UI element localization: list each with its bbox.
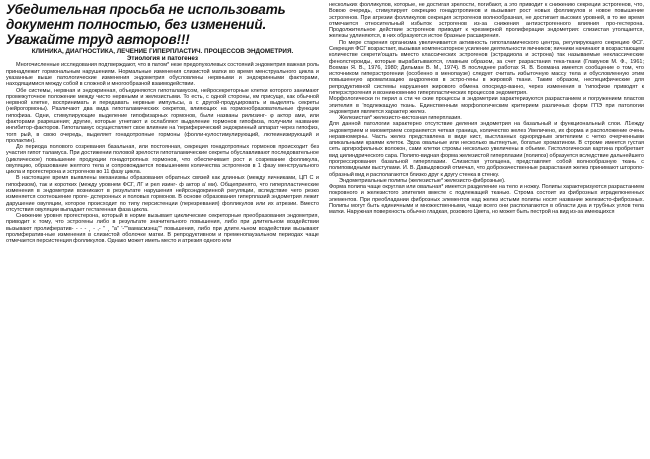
- paragraph: Обе системы, нервная и эндокринная, объединяются гипоталамусом, нейросекреторные клетки которого занимают промежуточное положение между чисто нервными и железистыми. То есть, с одной стороны, км присуще, как обычной нервной клетке, воспринимать и передавать нервные импульсы, а с другой-продуцировать и выделять секреты (нейрогормоны). Различают два вида гипоталамических секретов, влияющих на гормонобразовательные функции гипофиза. Одни, стимулирующие выделение гипофизарных гормонов, были названы рилизинг- φ актор ами, или факторами разрешения; другие, которые угнетают и ослабляют выделение гормонов гипофиза, получили название ингибитор-факторов. Гипоталамус осуществляет свое влияние на 'периферический эндокринный аппарат через гипофиз, тогп рый, в свою очередь, выделяет гонадотропные гормоны (фолли-кулостимулирующий, лютеинизирующий и пролактин).: [6, 87, 319, 144]
- paragraph: Форма полипа чаще округлая или овальная* имеется разделение на тело и ножку. Полипы характеризуются разрастанием покровного и железистого эпителия вместе с подлежащей тканью. Строма состоит из фиброзных играделюненных элементов. При преобладании фиброзных элементов над желез истыми полипы носят название железисто-фиброзных. Полипы могут быть единичными и множественными, чаще всего они располагаются в области дна и трубных углов тела матки. Наружная поверхность обычно гладкая, розового Цвета, но может быть пестрой на вид из-за имеющихся: [329, 184, 644, 216]
- paragraph: Снижение уровня прогестерона, который в норме вызывает циклические секреторные преобразования эндометрия, приводит к тому, что эстрогены либо в результате значительного повышения, либо при длительном воздействии вызывают пролифератив- - - - ¸ - ,- " ¸ "a" '-""вамасмэнщ"" повышения, либо при длите.чьном воздействии вызывают пролифератив-ные изменения в слизистой оболочке матки. В репродуктивном и пременопаузальном периодах чаще отмечается персистенция фолликулов. Однако может иметь место и атрезия одного или: [6, 213, 319, 245]
- paragraph: Морфологически гн перил а сти че ские процессы в эндометрии характеризуются разрастанием и погружением пластов эпителия в 'подлежащую ткань. Единственным морфологическим критерием различных форм ГПЭ при патологии эндометрия является характер желез.: [329, 96, 644, 115]
- right-column: [329, 2, 644, 457]
- paragraph: До периода полового созревания базальная, или постоянная, секреция гонадотропных гормонов происходит без участия гипот таламуса. При достижении половой зрелости гипоталамические секреты обуславливают последовательное (циклическое) повышение продукции гонадотропных гормонов, что обеспечивает рост и созревание фолликула, овуляцию, образование желтого тела и сопровождается повышением количества эстрогенов в 1 фазу менструального цикла и прогестерона и эстрогенов во 11 фазу цикла.: [6, 144, 319, 176]
- left-column: [6, 2, 319, 457]
- paragraph: В настоящее время выявлены механизмы образования обратных связей как длинных (между яичниками, ЦП С и гипофизом), так и коротких (между уровнем ФСГ, ЛГ и рел изинг- ф актор а' ми). Общепринято, что гиперпластические изменения в эндометрии возникают в результате нарушения нейроэндокринной регуляции, вследствие чего резко изменяется соотношение проге- дстеронных и половых гормонов. В основе образования гиперплазий эндометрия лежит дарушение овуляции, которое происходит по типу персистенции (перезревания) фолликулов или их атрезии. Вместо отсутствия овуляции выпадает гестагенная фаза цикла.: [6, 175, 319, 213]
- document-title: КЛИНИКА, ДИАГНОСТИКА, ЛЕЧЕНИЕ ГИПЕРПЛАСТИЧ. ПРОЦЕССОВ ЭНДОМЕТРИЯ.: [31, 48, 294, 55]
- paragraph: По мере старения организма увеличивается активность гипоталамического центра, регулирующего секрецию ФСГ. Секреция ФСГ возрастает, вызывая компенсаторное усиление деятельности яичников; яичники начинают в возрастающем количестве секрети'ощать вместо классических эстрогенов (эстрадиола и эстрона) так называемые неклассические фенолстероиды, которые вырабатываются, главным образом, за счет разрастания тека-ткани (Главунов М. Ф., 1961; Вохман Я. В., 1976, 1980; Дильман В. М., 1974). В последнее работах Я. В. Бохмана имеется сообщение о том, что источником гиперэстрогении (особенно в менопаузе) следует считать избыточную массу тела и обусловленную этим повышенную ароматизацию андрогенов в эстро-гены в жировой ткани. Таким образом, неспецифические для репродуктивной системы нарушения жирового обмена опосредо-ванно, через изменения в 'гипофизе приводят к гиперэстрогения и возникновению гиперпластических процессов эндометрия.: [329, 39, 644, 96]
- section-heading: Этиология и патогенез: [126, 55, 199, 63]
- paragraph: нескольких фолликулов, которые, не достигая зрелости, погибают, а это приводит к снижению секреции эстрогенов, что, Вовою очередь, стимулирует секрецию гонадотропинов и вызывает рост новых фолликулов и новое повышение эстрогенов. При атрезии фолликулов секреция эстрогенов волнообразная, не достигает высоких уровней, в то же время отмечается относительный избыток эстрогенов из-за снижения антиэстрогенного влияния про-гестерона. Продолжительное действие эстрогенов приводит к чрезмерной пролиферации эндометрия: слизистая утолщается, железы удлиняются, в них образуются истое бразные расширения.: [329, 2, 644, 40]
- copyright-notice: Убедительная просьба не использовать документ полностью, без изменений. Уважайте труд авторов!!!: [6, 2, 286, 47]
- paragraph: Железистая* железисто-кистозная гиперплазия.: [339, 115, 462, 122]
- paragraph: Для данной патологии характерно отсутствие деления эндометрия на базальный и функциональный слои. Л1ежду эндометрием и миометрием сохраняется четкая граница, количество желез Увеличено, их форма и расположение очень неравномерны. Часть желез представлена в виде кист, выстланных однорядным эпителием с четко очерченными апикальными краями клеток. Эдоа овальные или несколько вытянутые, богатые хроматином. В строме имеется густая сеть аргирофильных волокон, сами клетки стромы несколько увеличены в объеме. Гистологическая картина пробретает вид цилиндрического сара. Полипо-видная форма железистой гиперплазии (полипоз) образуется вследствие дальнейшего прогрессирования базальной гиперплазии. Слизистая утолщена, представляет собой волнообразную ткань с полиповидными выступами. И. В. Давыдовский отмечал, что доброкачественные разрастания желез принимают шторопо-образный вид и располагаются близко друг к другу стенка в стенку.: [329, 121, 644, 178]
- paragraph: Эндометриальные полипы (железистые* железисто-фиброзные).: [339, 177, 506, 184]
- paragraph: Многочисленные исследования подтверждают, что в патом* незе предопухолевых состояний эндометрия важная роль принадлежит гормональным нарушениям. Нормальные изменения слизистой матки во время менструального цикла и указанные выше патологические изменения эндометрия обусловлены нервными и эндокринными факторами, находящимися между собой в сложной и многообразной взаимодействии.: [6, 62, 319, 88]
